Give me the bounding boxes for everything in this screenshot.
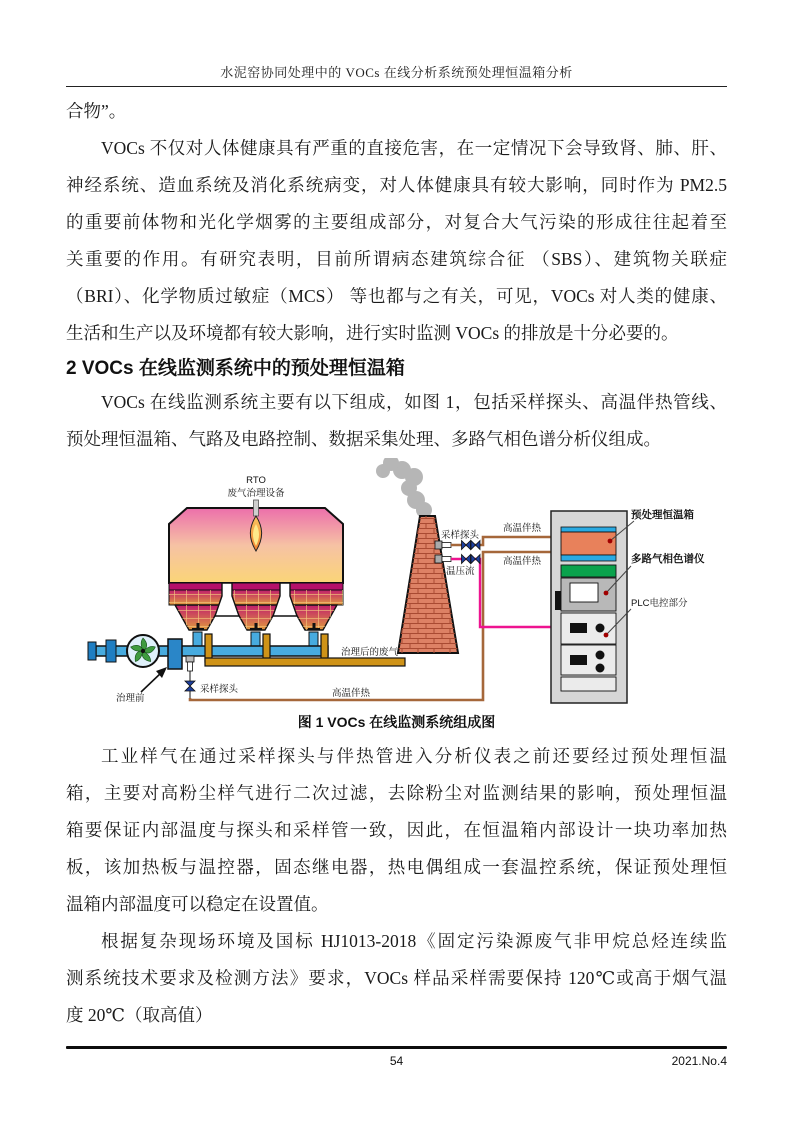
- fan-icon: [127, 635, 159, 667]
- paragraph-vocs-harm: [66, 130, 727, 352]
- running-header: 水泥窑协同处理中的 VOCs 在线分析系统预处理恒温箱分析: [66, 64, 727, 87]
- gc-callout-label: 多路气相色谱仪: [631, 553, 705, 565]
- heated-line-mid-label: 高温伴热: [503, 556, 542, 567]
- stack-valves: [462, 541, 481, 564]
- paragraph-standard: [66, 923, 727, 1034]
- plc-callout-label: PLC电控部分: [631, 598, 688, 609]
- rto-label: RTO: [246, 475, 266, 486]
- heat-bed-band: [169, 583, 343, 590]
- issue-number: 2021.No.4: [671, 1054, 727, 1068]
- body-line: 关重要的作用。有研究表明，目前所谓病态建筑综合征 （SBS）、建筑物关联症: [66, 249, 727, 269]
- body-line: 箱要保证内部温度与探头和采样管一致，因此，在恒温箱内部设计一块功率加热: [66, 820, 727, 840]
- body-line: 板，该加热板与温控器，固态继电器，热电偶组成一套温控系统，保证预处理恒: [66, 857, 727, 877]
- probe-label-left: 采样探头: [200, 684, 239, 695]
- probe-label-stack: 采样探头: [441, 530, 480, 541]
- before-treatment-arrow: [141, 667, 167, 692]
- figure-1: [66, 458, 727, 710]
- body-line: VOCs 在线监测系统主要有以下组成，如图 1，包括采样探头、高温伴热管线、: [101, 392, 727, 412]
- footer-rule: [66, 1046, 727, 1049]
- preprocess-oven-box: [561, 532, 616, 555]
- hopper-outlets: [192, 623, 320, 631]
- burner-nozzle: [254, 500, 259, 516]
- rto-sample-probe: [185, 656, 195, 698]
- body-line: 温箱内部温度可以稳定在设置值。: [66, 894, 329, 914]
- heated-line-top-label: 高温伴热: [503, 523, 542, 534]
- rto-vessel: [169, 500, 343, 631]
- smoke-plume: [376, 458, 432, 518]
- gc-screen: [570, 583, 598, 602]
- oven-callout-label: 预处理恒温箱: [631, 509, 694, 521]
- body-line: （BRI）、化学物质过敏症（MCS） 等也都与之有关，可见，VOCs 对人类的健康、: [66, 286, 727, 306]
- after-gas-label: 治理后的废气: [341, 647, 399, 658]
- plc-panel-2: [561, 645, 616, 675]
- plc-panel-1: [561, 613, 616, 644]
- body-line: 预处理恒温箱、气路及电路控制、数据采集处理、多路气相色谱分析仪组成。: [66, 429, 661, 449]
- body-line: VOCs 不仅对人体健康具有严重的直接危害，在一定情况下会导致肾、肺、肝、: [101, 138, 727, 158]
- cabinet-handle: [555, 591, 561, 610]
- section-heading: 2 VOCs 在线监测系统中的预处理恒温箱: [66, 358, 405, 379]
- page-number: 54: [389, 1054, 404, 1068]
- body-line: 度 20℃（取高值）: [66, 1005, 213, 1025]
- rto-equipment-label: 废气治理设备: [227, 488, 285, 499]
- body-line: 合物”。: [66, 101, 127, 121]
- paragraph-oven-function: [66, 738, 727, 923]
- paragraph-system-composition: [66, 384, 727, 458]
- page-footer: [66, 1046, 727, 1071]
- body-line: 工业样气在通过采样探头与伴热管进入分析仪表之前还要经过预处理恒温: [101, 746, 727, 766]
- body-line: 测系统技术要求及检测方法》要求，VOCs 样品采样需要保持 120℃或高于烟气温: [66, 968, 727, 988]
- probe-valve-icon: [185, 681, 195, 691]
- figure-caption: 图 1 VOCs 在线监测系统组成图: [297, 714, 496, 730]
- twp-label: 温压流: [446, 566, 475, 577]
- body-line: 的重要前体物和光化学烟雾的主要组成部分，对复合大气污染的形成往往起着至: [66, 212, 727, 232]
- analyzer-cabinet: [551, 511, 627, 703]
- vocs-system-diagram: [78, 458, 718, 710]
- body-line: 神经系统、造血系统及消化系统病变，对人体健康具有较大影响，同时作为 PM2.5: [66, 175, 727, 195]
- damper-valve: [168, 639, 182, 669]
- before-treatment-label: 治理前: [116, 693, 145, 704]
- heated-line-bottom-label: 高温伴热: [332, 688, 371, 699]
- body-line: 箱，主要对高粉尘样气进行二次过滤，去除粉尘对监测结果的影响，预处理恒温: [66, 783, 727, 803]
- body-line: 根据复杂现场环境及国标 HJ1013-2018《固定污染源废气非甲烷总烃连续监: [101, 931, 727, 951]
- body-line: 生活和生产以及环境都有较大影响，进行实时监测 VOCs 的排放是十分必要的。: [66, 323, 679, 343]
- paragraph-continued: [66, 93, 727, 130]
